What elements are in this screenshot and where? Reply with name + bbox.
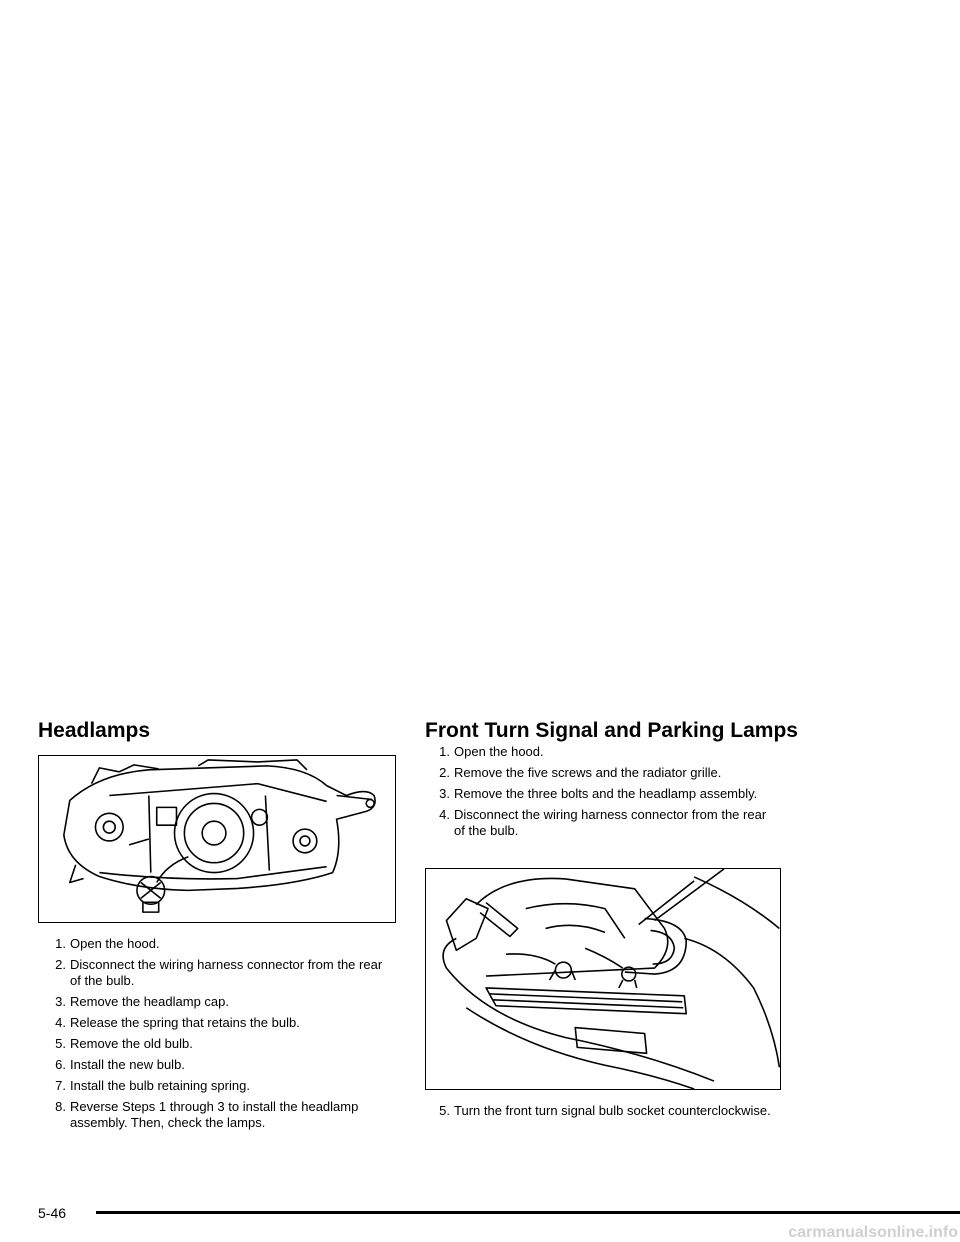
watermark: carmanualsonline.info	[788, 1224, 958, 1241]
turn-signal-steps-part-2	[430, 1103, 775, 1124]
turn-signal-steps-part-1	[430, 744, 775, 844]
list-item: 2. Remove the five screws and the radiator grille.	[439, 765, 722, 780]
list-item: 1. Open the hood.	[439, 744, 544, 759]
list-item: 8. Reverse Steps 1 through 3 to install the headlamp assembly. Then, check the lamps.	[55, 1099, 359, 1130]
list-item: 3. Remove the headlamp cap.	[55, 994, 229, 1009]
turn-signal-illustration	[425, 868, 781, 1090]
list-item: 6. Install the new bulb.	[55, 1057, 185, 1072]
list-item: 4. Disconnect the wiring harness connector from the rear of the bulb.	[439, 807, 767, 838]
section-heading-headlamps: Headlamps	[38, 719, 151, 742]
list-item: 2. Disconnect the wiring harness connector from the rear of the bulb.	[55, 957, 383, 988]
list-item: 4. Release the spring that retains the bulb.	[55, 1015, 300, 1030]
list-item: 3. Remove the three bolts and the headlamp assembly.	[439, 786, 758, 801]
list-item: 7. Install the bulb retaining spring.	[55, 1078, 250, 1093]
headlamp-drawing	[39, 756, 395, 922]
section-heading-front-turn-signal: Front Turn Signal and Parking Lamps	[425, 719, 798, 742]
turn-signal-drawing	[426, 869, 780, 1089]
headlamp-illustration	[38, 755, 396, 923]
list-item: 1. Open the hood.	[55, 936, 160, 951]
footer-rule	[96, 1211, 960, 1214]
list-item: 5. Turn the front turn signal bulb socket counterclockwise.	[439, 1103, 771, 1118]
page-number: 5-46	[38, 1205, 67, 1221]
list-item: 5. Remove the old bulb.	[55, 1036, 193, 1051]
headlamp-steps	[46, 936, 386, 1136]
